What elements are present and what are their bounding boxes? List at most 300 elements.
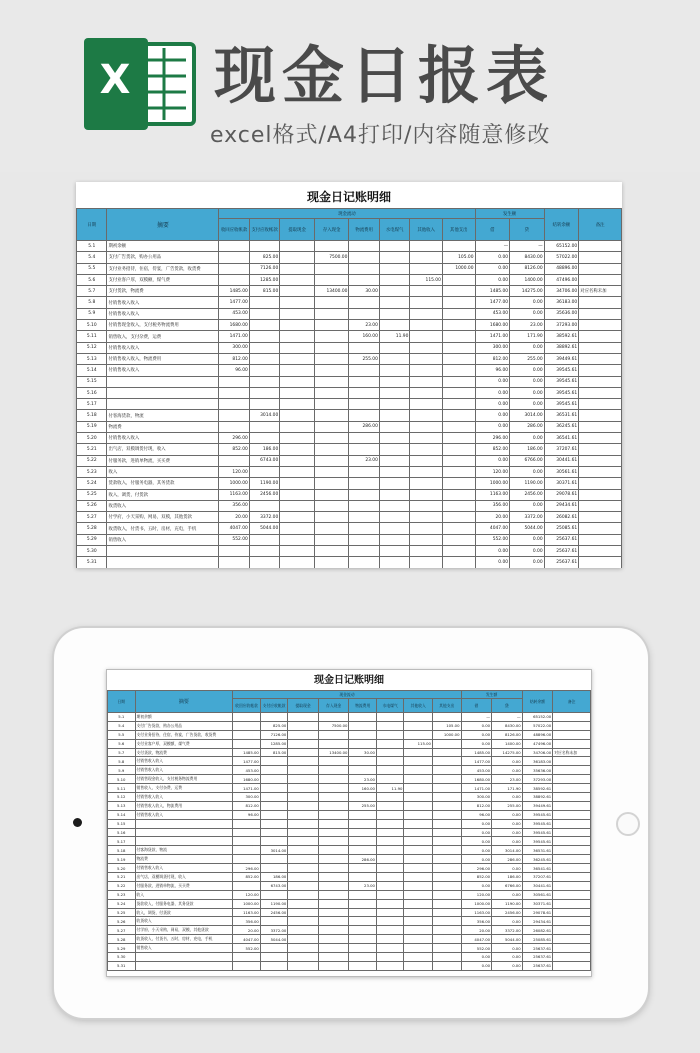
row-cell[interactable] [442, 478, 475, 489]
row-cell[interactable]: 286.00 [492, 855, 523, 864]
row-cell[interactable]: 47496.00 [544, 274, 579, 285]
row-cell[interactable]: 23.00 [510, 320, 545, 331]
row-cell[interactable] [410, 410, 443, 421]
row-cell[interactable] [410, 444, 443, 455]
row-cell[interactable]: 1000.00 [461, 899, 492, 908]
row-cell[interactable] [219, 387, 249, 398]
row-cell[interactable]: 1190.00 [510, 478, 545, 489]
row-cell[interactable]: 815.00 [260, 748, 288, 757]
row-cell[interactable] [376, 837, 404, 846]
row-summary[interactable]: 物流费 [107, 421, 219, 432]
row-cell[interactable] [314, 534, 349, 545]
row-cell[interactable]: 26082.61 [544, 512, 579, 523]
row-cell[interactable]: 255.00 [510, 353, 545, 364]
row-cell[interactable] [249, 433, 279, 444]
row-cell[interactable]: 120.00 [475, 466, 510, 477]
row-cell[interactable]: 0.00 [475, 557, 510, 568]
row-cell[interactable] [318, 775, 349, 784]
row-cell[interactable] [249, 365, 279, 376]
row-cell[interactable]: 1680.00 [475, 320, 510, 331]
row-cell[interactable] [249, 342, 279, 353]
row-cell[interactable] [314, 444, 349, 455]
row-cell[interactable] [442, 512, 475, 523]
row-cell[interactable] [376, 917, 404, 926]
row-cell[interactable] [349, 557, 379, 568]
row-summary[interactable]: 支付货款，物流费 [107, 286, 219, 297]
row-cell[interactable] [280, 410, 315, 421]
row-cell[interactable] [376, 926, 404, 935]
row-summary[interactable]: 付销售现金收入，支付税务物流费用 [107, 320, 219, 331]
row-date[interactable]: 5.27 [77, 512, 107, 523]
row-cell[interactable] [432, 953, 461, 962]
row-cell[interactable] [553, 775, 591, 784]
row-cell[interactable]: 0.00 [510, 387, 545, 398]
row-cell[interactable] [379, 399, 409, 410]
row-cell[interactable] [432, 828, 461, 837]
row-cell[interactable]: 0.00 [510, 399, 545, 410]
row-cell[interactable] [314, 241, 349, 252]
row-cell[interactable] [379, 466, 409, 477]
row-cell[interactable]: 356.00 [461, 917, 492, 926]
row-cell[interactable]: 255.00 [492, 801, 523, 810]
row-cell[interactable]: 6743.00 [260, 881, 288, 890]
row-cell[interactable] [379, 421, 409, 432]
row-date[interactable]: 5.21 [77, 444, 107, 455]
row-cell[interactable] [442, 410, 475, 421]
row-cell[interactable] [260, 713, 288, 722]
row-cell[interactable] [376, 935, 404, 944]
row-cell[interactable] [219, 399, 249, 410]
row-summary[interactable]: 出气店，双模调货付现，收入 [135, 873, 233, 882]
row-cell[interactable] [349, 252, 379, 263]
row-cell[interactable] [432, 846, 461, 855]
row-cell[interactable] [379, 252, 409, 263]
row-cell[interactable] [579, 546, 622, 557]
row-summary[interactable]: 期初余额 [135, 713, 233, 722]
row-cell[interactable] [442, 444, 475, 455]
row-cell[interactable] [579, 557, 622, 568]
row-cell[interactable] [410, 387, 443, 398]
row-cell[interactable] [249, 399, 279, 410]
row-cell[interactable]: 0.00 [461, 721, 492, 730]
row-cell[interactable] [249, 376, 279, 387]
row-cell[interactable] [442, 489, 475, 500]
row-summary[interactable]: 付服务款，进销单物流，买买费 [135, 881, 233, 890]
row-cell[interactable] [442, 557, 475, 568]
row-cell[interactable] [404, 819, 433, 828]
row-date[interactable]: 5.8 [77, 297, 107, 308]
row-cell[interactable] [233, 730, 261, 739]
row-date[interactable]: 5.11 [108, 784, 136, 793]
row-cell[interactable]: 25085.61 [522, 935, 553, 944]
row-cell[interactable] [404, 961, 433, 970]
row-cell[interactable]: 852.00 [219, 444, 249, 455]
row-cell[interactable] [410, 376, 443, 387]
row-summary[interactable] [135, 837, 233, 846]
row-cell[interactable] [432, 944, 461, 953]
row-cell[interactable] [432, 793, 461, 802]
row-cell[interactable]: 2456.00 [510, 489, 545, 500]
row-cell[interactable]: 0.00 [492, 953, 523, 962]
row-cell[interactable]: 11.90 [379, 331, 409, 342]
row-cell[interactable]: 36541.61 [544, 433, 579, 444]
row-cell[interactable] [260, 793, 288, 802]
row-cell[interactable] [318, 855, 349, 864]
row-cell[interactable] [249, 421, 279, 432]
row-cell[interactable] [288, 855, 319, 864]
row-cell[interactable] [280, 523, 315, 534]
row-cell[interactable]: 25637.61 [544, 557, 579, 568]
row-cell[interactable] [432, 890, 461, 899]
row-cell[interactable] [432, 864, 461, 873]
row-cell[interactable] [233, 881, 261, 890]
row-summary[interactable] [135, 953, 233, 962]
row-cell[interactable] [579, 241, 622, 252]
row-cell[interactable]: 96.00 [461, 810, 492, 819]
row-date[interactable]: 5.26 [77, 500, 107, 511]
row-cell[interactable]: 812.00 [219, 353, 249, 364]
row-cell[interactable] [314, 387, 349, 398]
row-cell[interactable] [280, 320, 315, 331]
row-cell[interactable] [379, 444, 409, 455]
row-cell[interactable] [379, 297, 409, 308]
row-cell[interactable] [432, 810, 461, 819]
row-date[interactable]: 5.31 [77, 557, 107, 568]
row-cell[interactable]: 0.00 [510, 534, 545, 545]
row-cell[interactable] [288, 739, 319, 748]
row-cell[interactable] [280, 331, 315, 342]
row-cell[interactable] [376, 810, 404, 819]
row-cell[interactable] [442, 534, 475, 545]
row-cell[interactable] [280, 241, 315, 252]
row-cell[interactable] [376, 953, 404, 962]
row-cell[interactable] [432, 935, 461, 944]
row-cell[interactable] [280, 252, 315, 263]
row-date[interactable]: 5.5 [108, 730, 136, 739]
row-cell[interactable]: 296.00 [219, 433, 249, 444]
row-summary[interactable]: 付销售收入收入 [135, 864, 233, 873]
row-cell[interactable] [404, 757, 433, 766]
row-cell[interactable]: 20.00 [461, 926, 492, 935]
row-cell[interactable] [379, 376, 409, 387]
row-cell[interactable] [318, 739, 349, 748]
row-cell[interactable] [314, 263, 349, 274]
row-cell[interactable]: 39545.61 [544, 376, 579, 387]
row-cell[interactable] [379, 478, 409, 489]
row-cell[interactable] [349, 500, 379, 511]
row-cell[interactable]: 对应名称未加 [579, 286, 622, 297]
row-cell[interactable] [349, 961, 377, 970]
row-cell[interactable] [314, 410, 349, 421]
row-cell[interactable] [260, 757, 288, 766]
row-cell[interactable] [432, 775, 461, 784]
row-cell[interactable] [379, 342, 409, 353]
row-cell[interactable] [219, 274, 249, 285]
row-summary[interactable]: 支付业务招待，住宿，侍宴，广告货款，收货费 [135, 730, 233, 739]
row-cell[interactable] [410, 489, 443, 500]
row-cell[interactable]: 35636.00 [544, 308, 579, 319]
row-cell[interactable] [233, 846, 261, 855]
row-cell[interactable] [314, 557, 349, 568]
row-cell[interactable] [280, 274, 315, 285]
row-cell[interactable]: 4047.00 [475, 523, 510, 534]
row-cell[interactable]: 552.00 [219, 534, 249, 545]
row-cell[interactable] [404, 748, 433, 757]
row-cell[interactable] [249, 387, 279, 398]
row-date[interactable]: 5.31 [108, 961, 136, 970]
row-cell[interactable]: 38592.61 [544, 331, 579, 342]
row-cell[interactable]: 23.00 [349, 320, 379, 331]
row-cell[interactable]: 286.00 [349, 855, 377, 864]
row-cell[interactable] [288, 846, 319, 855]
row-cell[interactable]: 0.00 [475, 274, 510, 285]
row-cell[interactable] [260, 917, 288, 926]
row-cell[interactable] [288, 828, 319, 837]
row-cell[interactable] [442, 365, 475, 376]
row-cell[interactable] [379, 365, 409, 376]
row-cell[interactable]: 186.00 [510, 444, 545, 455]
row-cell[interactable] [233, 721, 261, 730]
row-cell[interactable]: 1190.00 [249, 478, 279, 489]
row-cell[interactable] [442, 286, 475, 297]
row-cell[interactable]: 47496.00 [522, 739, 553, 748]
row-date[interactable]: 5.7 [77, 286, 107, 297]
row-cell[interactable] [579, 252, 622, 263]
row-cell[interactable]: 0.00 [461, 837, 492, 846]
row-cell[interactable] [579, 263, 622, 274]
row-cell[interactable] [249, 331, 279, 342]
row-cell[interactable] [553, 819, 591, 828]
row-cell[interactable]: 36531.61 [544, 410, 579, 421]
row-cell[interactable] [280, 489, 315, 500]
row-cell[interactable]: 812.00 [233, 801, 261, 810]
row-cell[interactable]: 1471.00 [475, 331, 510, 342]
row-cell[interactable] [280, 286, 315, 297]
row-cell[interactable] [553, 873, 591, 882]
row-cell[interactable] [579, 297, 622, 308]
row-cell[interactable] [553, 721, 591, 730]
row-cell[interactable] [376, 873, 404, 882]
row-cell[interactable]: 453.00 [475, 308, 510, 319]
row-cell[interactable] [379, 534, 409, 545]
row-cell[interactable] [219, 252, 249, 263]
row-cell[interactable]: 0.00 [492, 819, 523, 828]
row-cell[interactable] [260, 801, 288, 810]
row-cell[interactable] [249, 466, 279, 477]
row-cell[interactable] [579, 342, 622, 353]
row-cell[interactable] [553, 837, 591, 846]
row-summary[interactable]: 收入 [135, 890, 233, 899]
row-cell[interactable] [404, 917, 433, 926]
row-cell[interactable]: 186.00 [492, 873, 523, 882]
row-cell[interactable] [318, 757, 349, 766]
row-cell[interactable]: 0.00 [475, 421, 510, 432]
row-cell[interactable]: 37293.00 [544, 320, 579, 331]
row-cell[interactable] [442, 331, 475, 342]
row-cell[interactable]: 23.00 [492, 775, 523, 784]
row-cell[interactable] [280, 421, 315, 432]
row-date[interactable]: 5.4 [77, 252, 107, 263]
row-cell[interactable] [410, 286, 443, 297]
row-cell[interactable] [288, 926, 319, 935]
row-cell[interactable]: 57022.00 [522, 721, 553, 730]
row-cell[interactable] [349, 899, 377, 908]
row-cell[interactable] [553, 730, 591, 739]
row-cell[interactable] [349, 837, 377, 846]
row-summary[interactable]: 收入 [107, 466, 219, 477]
row-cell[interactable] [376, 730, 404, 739]
row-cell[interactable] [349, 828, 377, 837]
row-cell[interactable] [288, 775, 319, 784]
row-cell[interactable]: 1163.00 [219, 489, 249, 500]
row-cell[interactable]: 1400.00 [492, 739, 523, 748]
row-cell[interactable] [349, 944, 377, 953]
row-summary[interactable] [107, 399, 219, 410]
row-cell[interactable]: 39545.61 [522, 828, 553, 837]
row-cell[interactable]: 36541.61 [522, 864, 553, 873]
row-cell[interactable] [288, 730, 319, 739]
row-cell[interactable] [349, 819, 377, 828]
row-cell[interactable] [553, 713, 591, 722]
row-cell[interactable] [379, 557, 409, 568]
row-cell[interactable]: 0.00 [492, 828, 523, 837]
row-cell[interactable]: 2456.00 [492, 908, 523, 917]
row-cell[interactable] [260, 890, 288, 899]
row-cell[interactable] [318, 730, 349, 739]
row-cell[interactable]: 1000.00 [219, 478, 249, 489]
row-cell[interactable] [553, 961, 591, 970]
row-date[interactable]: 5.13 [77, 353, 107, 364]
row-cell[interactable] [219, 410, 249, 421]
row-cell[interactable]: 96.00 [475, 365, 510, 376]
row-cell[interactable] [288, 864, 319, 873]
row-cell[interactable]: 30371.61 [544, 478, 579, 489]
row-cell[interactable] [410, 433, 443, 444]
row-cell[interactable] [318, 881, 349, 890]
row-cell[interactable] [349, 263, 379, 274]
row-cell[interactable] [432, 881, 461, 890]
row-cell[interactable]: 812.00 [475, 353, 510, 364]
row-cell[interactable] [410, 512, 443, 523]
row-cell[interactable]: 296.00 [461, 864, 492, 873]
row-cell[interactable] [432, 819, 461, 828]
row-cell[interactable] [579, 489, 622, 500]
row-cell[interactable]: 0.00 [475, 263, 510, 274]
row-cell[interactable] [349, 890, 377, 899]
row-cell[interactable]: 300.00 [233, 793, 261, 802]
row-cell[interactable]: 453.00 [461, 766, 492, 775]
row-date[interactable]: 5.24 [108, 899, 136, 908]
row-cell[interactable] [376, 855, 404, 864]
row-cell[interactable]: 0.00 [492, 944, 523, 953]
row-cell[interactable]: 356.00 [219, 500, 249, 511]
row-cell[interactable] [553, 908, 591, 917]
row-cell[interactable]: 4047.00 [233, 935, 261, 944]
row-cell[interactable]: 34706.00 [522, 748, 553, 757]
row-cell[interactable] [288, 810, 319, 819]
row-cell[interactable]: 30441.61 [544, 455, 579, 466]
row-cell[interactable] [318, 899, 349, 908]
row-date[interactable]: 5.28 [108, 935, 136, 944]
row-cell[interactable] [376, 899, 404, 908]
row-cell[interactable] [379, 308, 409, 319]
row-cell[interactable] [410, 308, 443, 319]
row-cell[interactable] [553, 935, 591, 944]
row-cell[interactable] [318, 917, 349, 926]
row-cell[interactable] [432, 784, 461, 793]
row-cell[interactable] [553, 899, 591, 908]
row-cell[interactable]: 36531.61 [522, 846, 553, 855]
row-summary[interactable]: 物流费 [135, 855, 233, 864]
row-cell[interactable]: 3014.00 [510, 410, 545, 421]
row-cell[interactable] [233, 953, 261, 962]
row-cell[interactable] [288, 801, 319, 810]
row-cell[interactable] [579, 410, 622, 421]
row-cell[interactable]: 3014.00 [260, 846, 288, 855]
row-cell[interactable] [314, 274, 349, 285]
row-cell[interactable] [376, 908, 404, 917]
row-cell[interactable]: 356.00 [233, 917, 261, 926]
row-cell[interactable] [219, 376, 249, 387]
row-cell[interactable]: 57022.00 [544, 252, 579, 263]
row-summary[interactable]: 付销售收入收入，物流费用 [107, 353, 219, 364]
row-cell[interactable]: 296.00 [233, 864, 261, 873]
row-cell[interactable] [314, 365, 349, 376]
row-cell[interactable] [404, 713, 433, 722]
row-cell[interactable] [318, 961, 349, 970]
row-date[interactable]: 5.30 [77, 546, 107, 557]
row-cell[interactable]: 11.90 [376, 784, 404, 793]
row-cell[interactable] [404, 873, 433, 882]
row-cell[interactable]: 30.00 [349, 286, 379, 297]
row-date[interactable]: 5.28 [77, 523, 107, 534]
row-cell[interactable] [410, 557, 443, 568]
row-cell[interactable]: 25637.61 [522, 944, 553, 953]
row-cell[interactable] [314, 342, 349, 353]
row-cell[interactable]: 39545.61 [522, 819, 553, 828]
row-cell[interactable]: 13400.00 [314, 286, 349, 297]
row-cell[interactable]: 1471.00 [233, 784, 261, 793]
row-cell[interactable] [288, 837, 319, 846]
row-cell[interactable] [432, 837, 461, 846]
row-cell[interactable] [579, 387, 622, 398]
row-cell[interactable] [579, 376, 622, 387]
row-cell[interactable]: 1485.00 [233, 748, 261, 757]
row-cell[interactable] [349, 721, 377, 730]
row-cell[interactable] [349, 342, 379, 353]
row-cell[interactable] [376, 739, 404, 748]
row-cell[interactable] [280, 466, 315, 477]
row-cell[interactable] [432, 873, 461, 882]
row-cell[interactable]: 1190.00 [492, 899, 523, 908]
row-cell[interactable] [579, 478, 622, 489]
row-cell[interactable]: 39545.61 [522, 810, 553, 819]
row-cell[interactable]: 1680.00 [461, 775, 492, 784]
row-cell[interactable] [349, 873, 377, 882]
row-cell[interactable]: 5044.00 [510, 523, 545, 534]
row-date[interactable]: 5.19 [108, 855, 136, 864]
row-summary[interactable]: 收货收入，付货书，五时，房材，充电，手机 [107, 523, 219, 534]
row-cell[interactable] [349, 730, 377, 739]
row-summary[interactable]: 付销售收入收入 [107, 365, 219, 376]
row-cell[interactable]: 825.00 [249, 252, 279, 263]
row-cell[interactable] [442, 342, 475, 353]
row-cell[interactable] [553, 766, 591, 775]
row-summary[interactable]: 付学府，小天采购，网易，双模，其他货款 [135, 926, 233, 935]
row-date[interactable]: 5.23 [108, 890, 136, 899]
row-cell[interactable] [349, 376, 379, 387]
row-cell[interactable] [280, 478, 315, 489]
